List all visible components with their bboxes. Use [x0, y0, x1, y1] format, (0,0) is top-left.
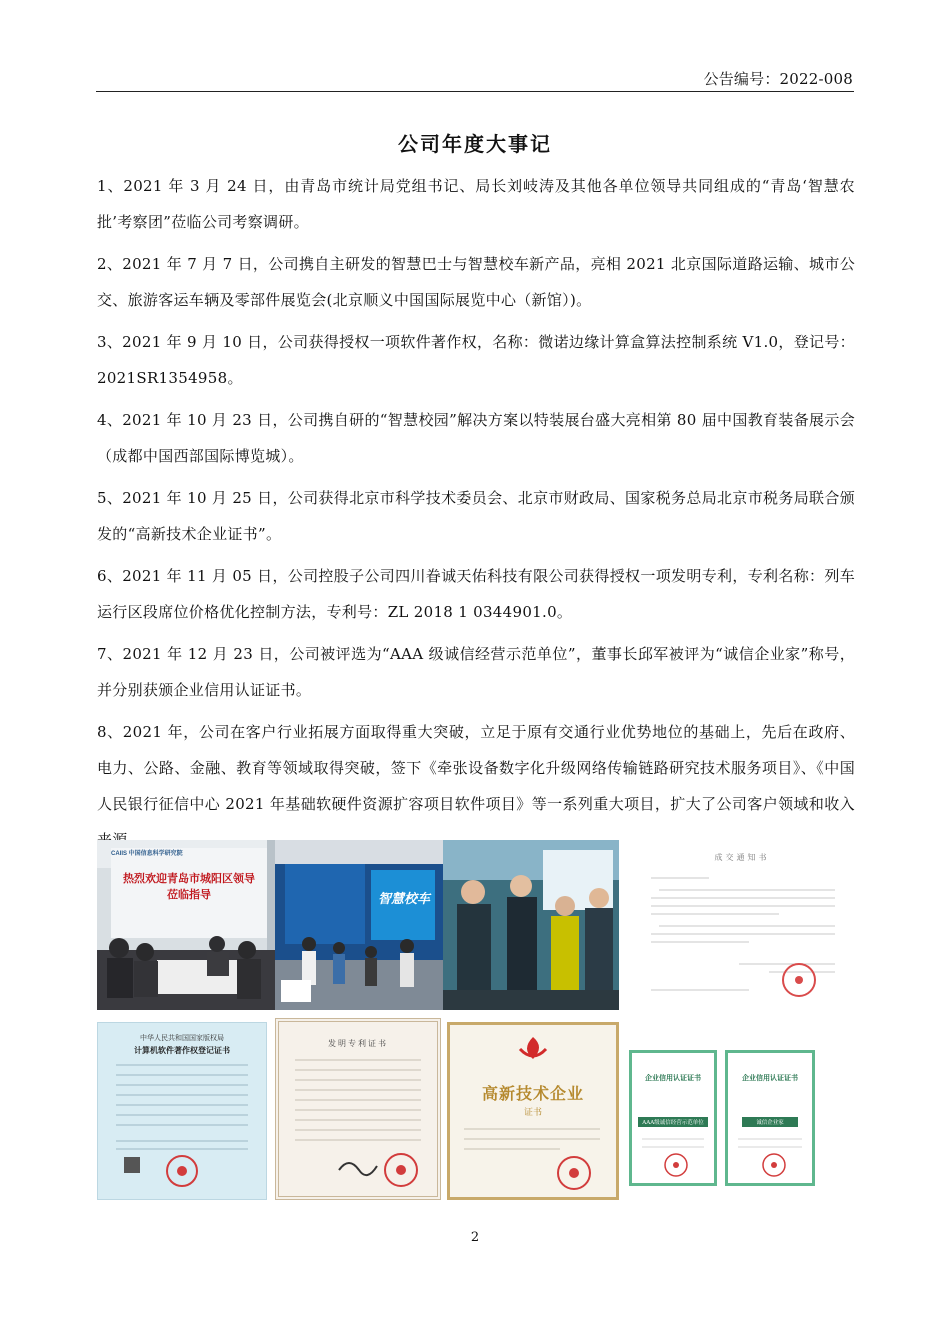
high-tech-title: 高新技术企业 — [481, 1084, 584, 1103]
credit-certificate-company — [629, 1050, 717, 1186]
header-rule — [96, 91, 854, 92]
credit-award-1: AAA级诚信经营示范单位 — [638, 1117, 708, 1127]
event-item-8: 8、2021 年，公司在客户行业拓展方面取得重大突破，立足于原有交通行业优势地位的基础上，先后在政府、电力、公路、金融、教育等领域取得突破，签下《牵张设备数字化升级网络传输链路研究技术服务项目》、《中国人民银行征信中心 2021 年基础软硬件资源扩容项目软件项目》等一系列重大项目，扩大了公司客户领域和收入 — [97, 723, 855, 813]
software-copyright-certificate — [97, 1022, 267, 1200]
page-title: 公司年度大事记 — [398, 132, 552, 156]
credit-certificate-chairman — [725, 1050, 815, 1186]
event-item-3: 3、2021 年 9 月 10 日，公司获得授权一项软件著作权，名称：微诺边缘计算盒算法控制系统 V1.0，登记号：2021SR1354958。 — [97, 333, 855, 387]
event-list — [97, 168, 855, 864]
credit-title-2: 企业信用认证证书 — [742, 1074, 798, 1082]
page-number: 2 — [470, 1230, 480, 1245]
event-item-1: 1、2021 年 3 月 24 日，由青岛市统计局党组书记、局长刘岐涛及其他各单位领导共同组成的“青岛‘智慧农批’考察团”莅临公司考察调研。 — [97, 177, 855, 231]
certificate-row — [97, 1018, 855, 1200]
event-item-4: 4、2021 年 10 月 23 日，公司携自研的“智慧校园”解决方案以特装展台盛大亮相第 80 届中国教育装备展示会（成都中国西部国际博览城）。 — [97, 411, 855, 465]
copyright-title: 计算机软件著作权登记证书 — [134, 1045, 230, 1055]
copyright-issuer: 中华人民共和国国家版权局 — [140, 1034, 224, 1042]
exhibition-photo — [443, 840, 619, 1010]
event-item-7: 7、2021 年 12 月 23 日，公司被评选为“AAA 级诚信经营示范单位”，董事长邱军被评为“诚信企业家”称号，并分别获颁企业信用认证证书。 — [97, 645, 855, 699]
notice-title: 成交通知书 — [714, 853, 770, 862]
credit-title-1: 企业信用认证证书 — [645, 1074, 701, 1082]
high-tech-subtitle: 证书 — [523, 1108, 542, 1118]
photo-row — [97, 840, 855, 1010]
expo-photo — [275, 840, 443, 1010]
expo-banner: 智慧校车 — [377, 892, 430, 907]
visit-banner: 热烈欢迎青岛市城阳区领导莅临指导 — [123, 872, 255, 901]
award-notice — [629, 840, 855, 1010]
high-tech-certificate — [447, 1022, 619, 1200]
credit-award-2: 诚信企业家 — [742, 1117, 798, 1127]
patent-title: 发明专利证书 — [328, 1039, 388, 1048]
event-item-2: 2、2021 年 7 月 7 日，公司携自主研发的智慧巴士与智慧校车新产品，亮相 2021 北京国际道路运输、城市公交、旅游客运车辆及零部件展览会(北京顺义中国国际展览中心（新馆）)。 — [97, 255, 855, 309]
visit-photo — [97, 840, 275, 1010]
event-item-5: 5、2021 年 10 月 25 日，公司获得北京市科学技术委员会、北京市财政局、国家税务总局北京市税务局联合颁发的“高新技术企业证书”。 — [97, 489, 855, 543]
visit-logo: CAIIS 中国信息科学研究院 — [111, 851, 183, 857]
event-item-6: 6、2021 年 11 月 05 日，公司控股子公司四川眷诚天佑科技有限公司获得授权一项发明专利，专利名称：列车运行区段席位价格优化控制方法，专利号：ZL 2018 1 0344901.0。 — [97, 567, 855, 621]
announcement-number: 公告编号：2022-008 — [703, 70, 853, 88]
patent-certificate — [275, 1018, 441, 1200]
